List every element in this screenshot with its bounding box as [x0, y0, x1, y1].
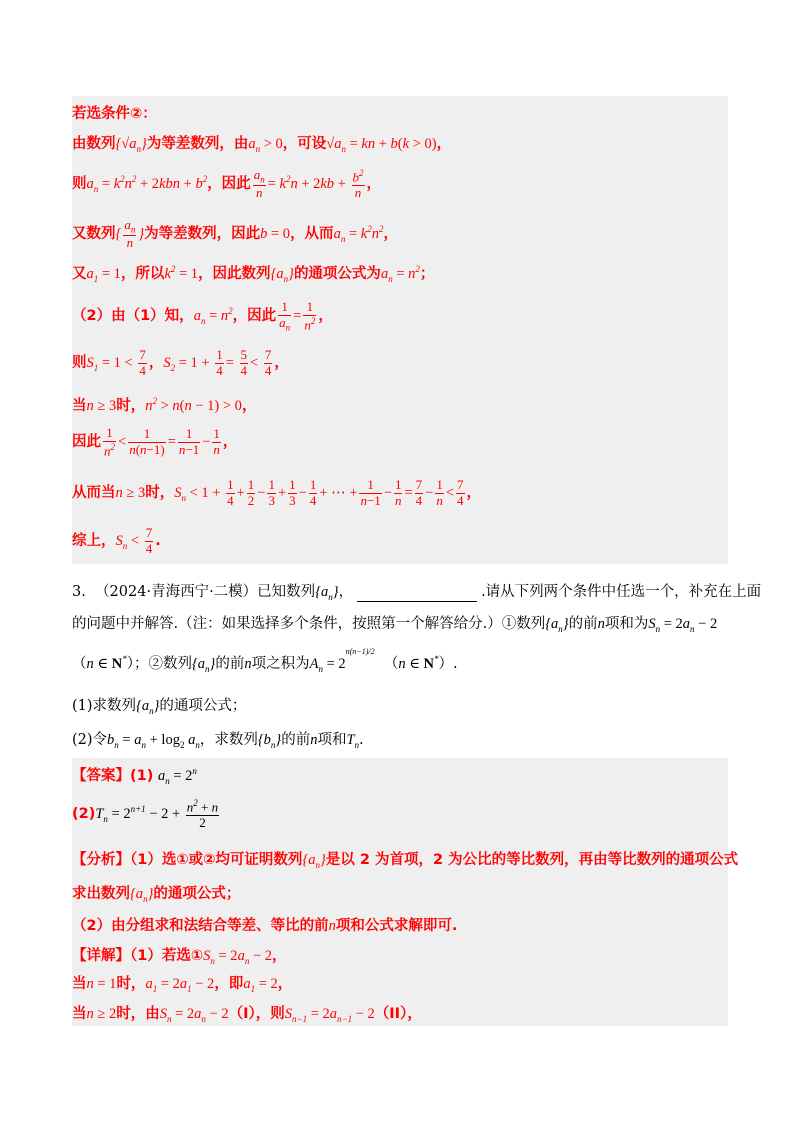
solution-line-9: 因此 $\frac{1}{n^2}$ < $\frac{1}{n(n-1)}$ = $\frac{1}{n-1}$ − $\frac{1}{n}$ ， — [72, 425, 238, 459]
solution-line-11: 综上，$S_n$ < $\frac{7}{4}$ . — [72, 525, 161, 556]
analysis-line-2: 求出数列$\{a_n\}$的通项公式； — [72, 886, 241, 904]
answer-blank — [357, 601, 477, 602]
solution-block-top — [72, 96, 728, 564]
detail-line-1: 【详解】（1）若选$①S_n = 2a_n - 2$， — [72, 948, 287, 966]
solution-line-8: 当n ≥ 3时，$n^2 > n(n - 1) > 0$， — [72, 396, 257, 414]
analysis-line-3: （2）由分组求和法结合等差、等比的前n项和公式求解即可. — [72, 918, 458, 934]
problem-3-line-1: 3. （2024·青海西宁·二模）已知数列$\{a_n\}$， .请从下列两个条件中任选一个，补充在上面 — [72, 584, 762, 602]
question-1: (1)求数列$\{a_n\}$的通项公式； — [72, 698, 247, 716]
analysis-line-1: 【分析】（1）选①或②均可证明数列$\{a_n\}$是以 2 为首项，2 为公比的等比数列，再由等比数列的通项公式 — [72, 852, 739, 870]
solution-line-3: 则$a_n = k^2n^2 + 2kbn + b^2$，因此 $\frac{a_n}{n}$ = $k^2n + 2kb$ + $\frac{b^2}{n}$ ， — [72, 167, 381, 201]
answer-tag: 【答案】 — [72, 768, 130, 784]
solution-line-7: 则$S_1 = 1$ < $\frac{7}{4}$ ，$S_2 = 1$ + $\frac{1}{4}$ = $\frac{5}{4}$ < $\frac{7}{4}$ ， — [72, 347, 289, 378]
solution-line-2: 由数列$\{√a_n\}$为等差数列，由$a_n > 0$，可设$√a_n$ = kn + b(k > 0)， — [72, 136, 452, 154]
detail-tag: 【详解】 — [72, 948, 130, 964]
detail-line-2: 当n = 1时，$a_1 = 2a_1 - 2$，即$a_1 = 2$， — [72, 976, 293, 994]
analysis-tag: 【分析】 — [72, 852, 130, 868]
question-2: (2)令$b_n = a_n + \log_2 a_n$，求数列$\{b_n\}$的前n项和$T_n$. — [72, 732, 364, 750]
problem-number: 3. — [72, 584, 86, 600]
problem-3-line-2: 的问题中并解答.（注：如果选择多个条件，按照第一个解答给分.）①数列$\{a_n\}$的前n项和为$S_n = 2a_n - 2$ — [72, 616, 718, 634]
answer-line-2: $(2)T_n = 2^{n+1} - 2$ + $\frac{n^2 + n}{2}$ — [72, 798, 219, 831]
problem-3-line-3: （n ∈ N*）；②数列$\{a_n\}$的前n项之积为$A_n = 2^{n(n-1)/2}$ （n ∈ N*）. — [72, 647, 458, 674]
detail-line-3: 当n ≥ 2时，由$S_n = 2a_n - 2(I)$，则$S_{n-1} = 2a_{n-1} - 2(II)$， — [72, 1006, 422, 1024]
solution-line-5: 又$a_1 = 1$，所以$k^2 = 1$，因此数列$\{a_n\}$的通项公式为$a_n = n^2$； — [72, 264, 435, 284]
answer-line-1: 【答案】(1) $a_n = 2^n$ — [72, 766, 197, 786]
solution-line-10: 从而当n ≥ 3时，$S_n < 1$ + $\frac{1}{4}$ + $\frac{1}{2}$ − $\frac{1}{3}$ + $\frac{1}{3}$ − $\frac{1}{4}$ + ⋯ + $\frac{1}{n-1}$ − $\frac{1}{n}$ = $\frac{7}{4}$ − $\frac{1}{n}$ < $\frac{7}{4}$ ， — [72, 477, 482, 508]
solution-line-6: （2）由（1）知，$a_n = n^2$，因此 $\frac{1}{a_n}$ = $\frac{1}{n^2}$ ， — [72, 299, 333, 333]
choose-condition-2: 若选条件②： — [72, 106, 157, 122]
solution-block-bottom — [72, 758, 739, 1026]
solution-line-4: 又数列{ $\frac{a_n}{n}$ }为等差数列，因此b = 0，从而$a_n = k^2n^2$， — [72, 217, 398, 250]
